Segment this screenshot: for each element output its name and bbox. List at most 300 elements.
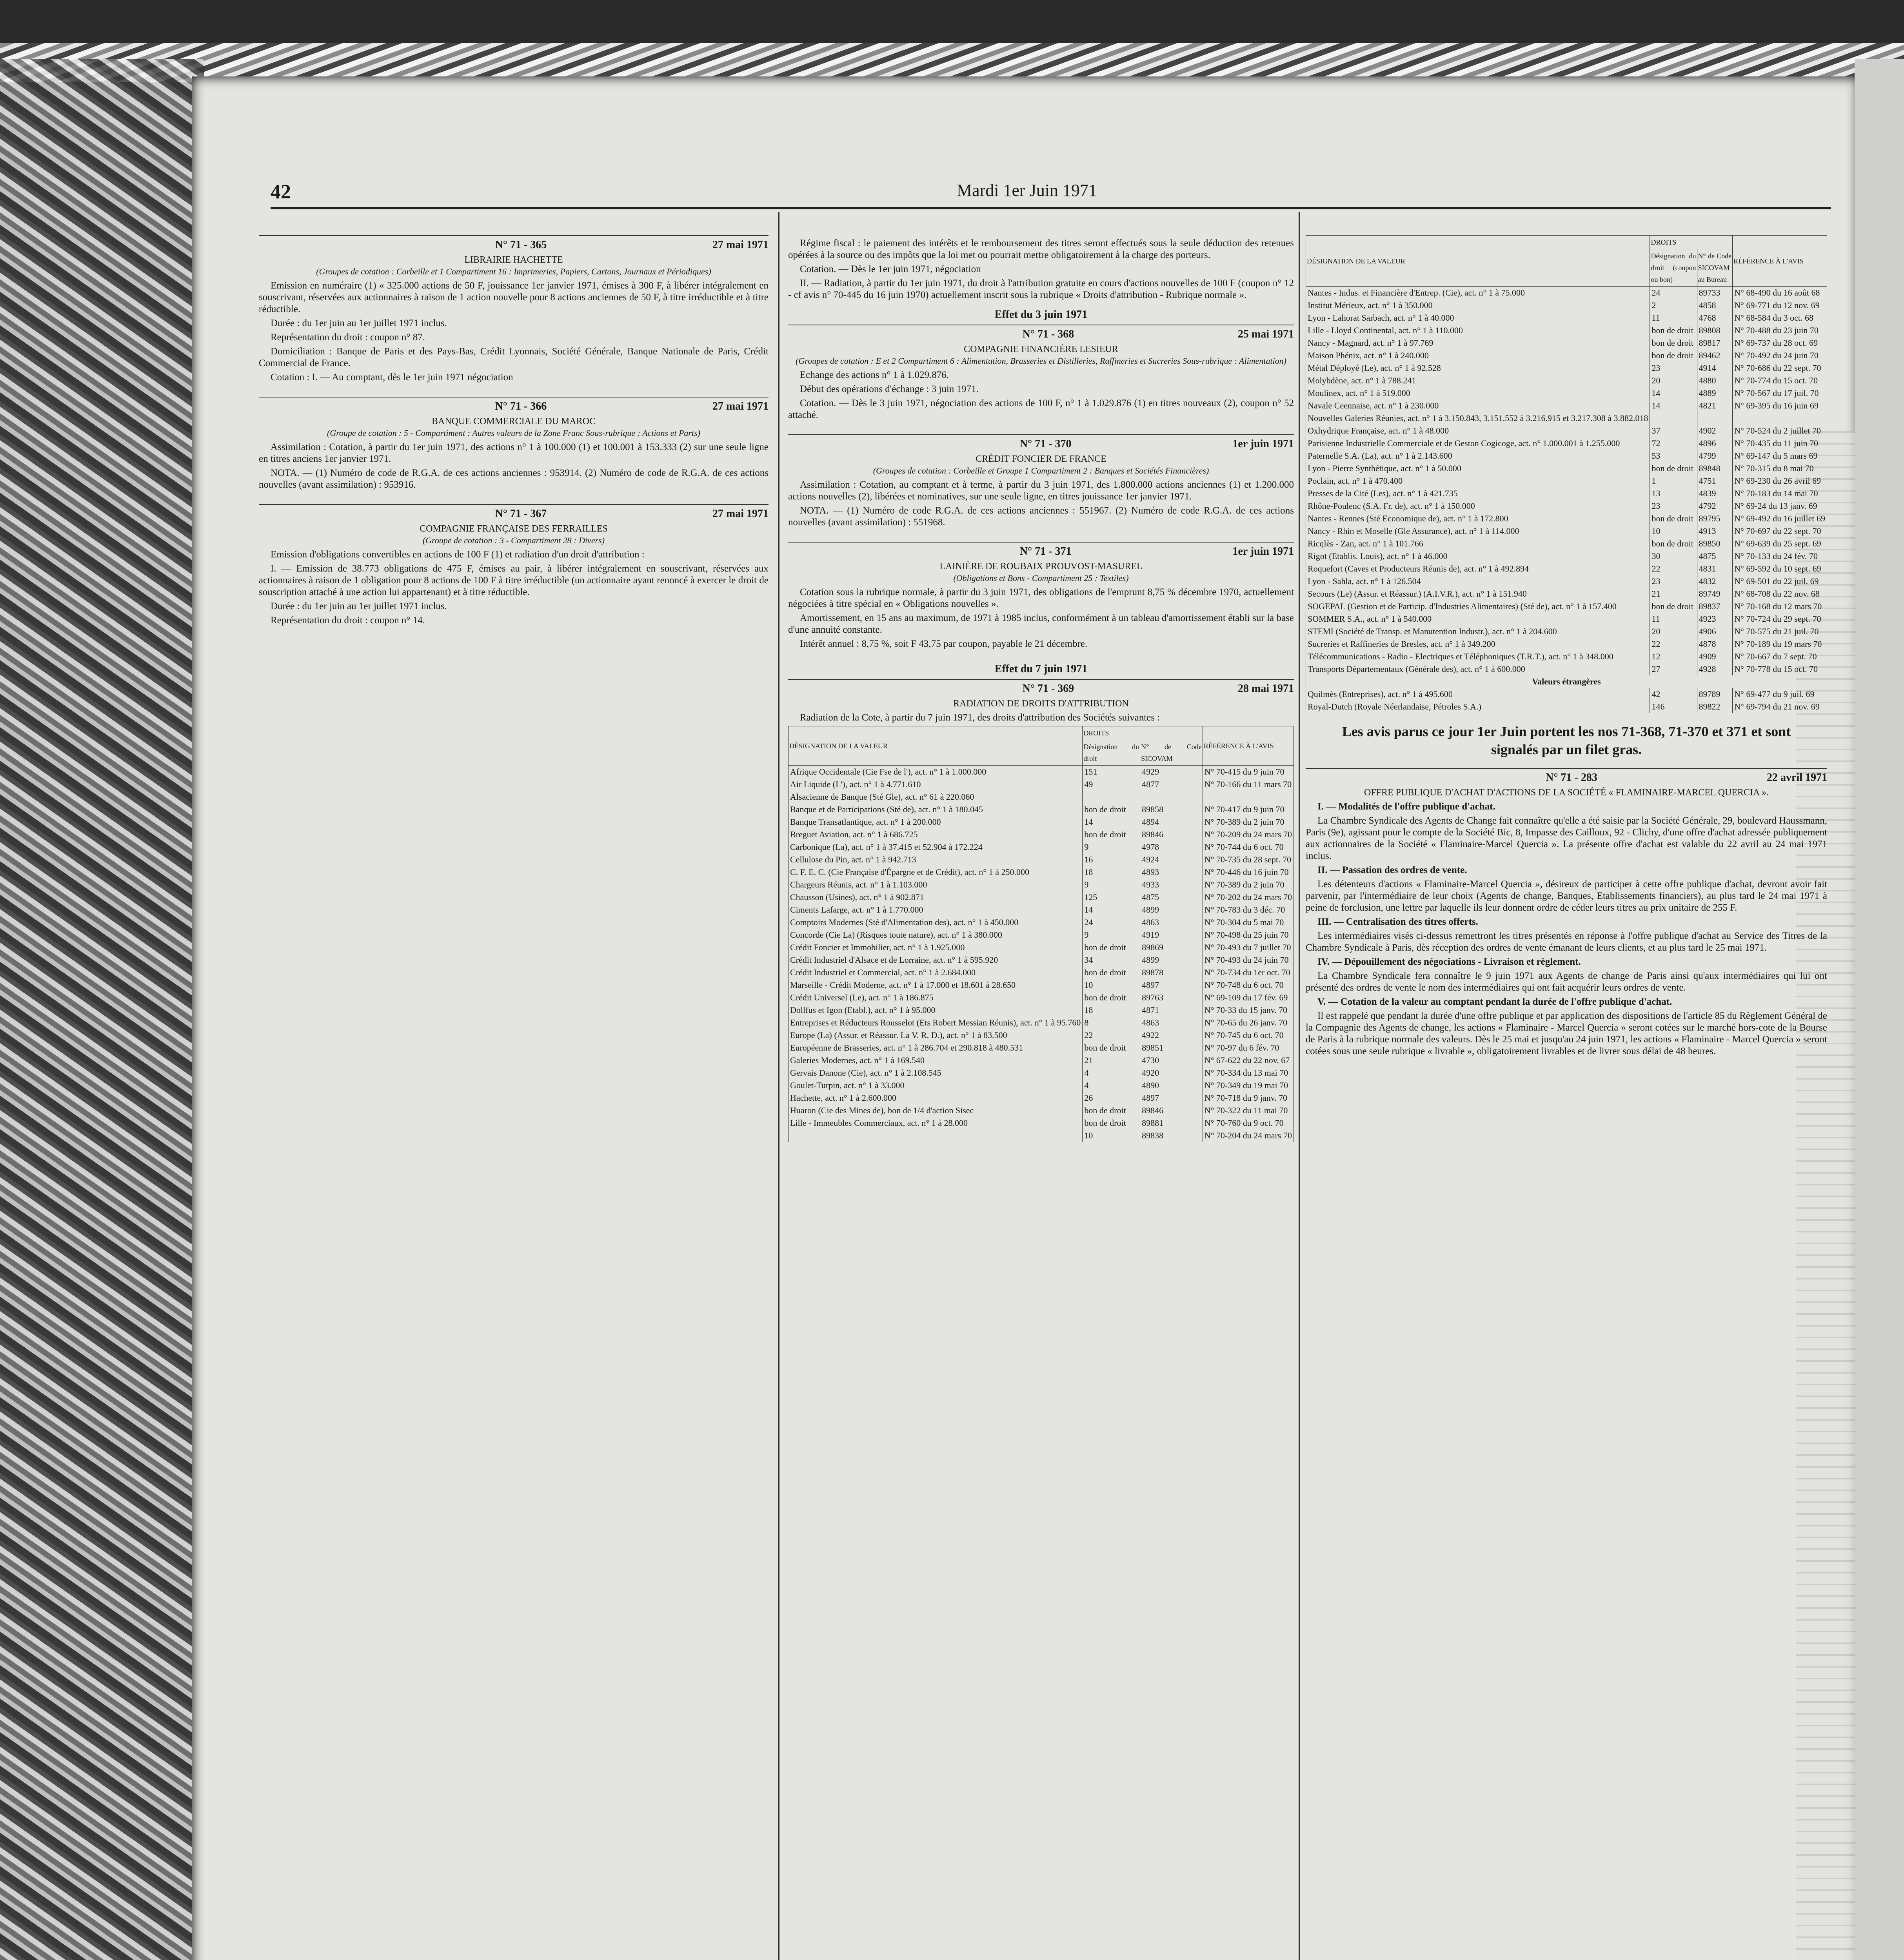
cell-designation: Crédit Universel (Le), act. n° 1 à 186.875	[788, 991, 1083, 1004]
cell-droit: 14	[1083, 816, 1140, 828]
cell-code: 4893	[1140, 866, 1203, 878]
cell-code: 4933	[1140, 878, 1203, 891]
th-droits: DROITS	[1083, 726, 1203, 740]
notice-intro: Radiation de la Cote, à partir du 7 juin 1971, des droits d'attribution des Sociétés suivantes :	[800, 712, 1160, 723]
table-row	[788, 941, 1294, 954]
cell-droit: 4	[1083, 1079, 1140, 1092]
cell-reference: N° 70-435 du 11 juin 70	[1733, 437, 1827, 450]
notice-number: N° 71 - 283	[1546, 771, 1597, 784]
cell-designation: Rhône-Poulenc (S.A. Fr. de), act. n° 1 à 150.000	[1306, 500, 1650, 512]
effet-heading-2: Effet du 7 juin 1971	[994, 663, 1088, 675]
cell-reference: N° 70-718 du 9 janv. 70	[1203, 1092, 1294, 1104]
cell-droit: 11	[1650, 613, 1697, 625]
cell-reference: N° 70-686 du 22 sept. 70	[1733, 362, 1827, 374]
cell-designation: Institut Mérieux, act. n° 1 à 350.000	[1306, 299, 1650, 312]
rights-table-continued	[1306, 235, 1827, 713]
cell-reference: N° 70-189 du 19 mars 70	[1733, 638, 1827, 650]
section-heading: I. — Modalités de l'offre publique d'achat.	[1317, 801, 1495, 812]
cell-code: 89749	[1697, 588, 1733, 600]
table-row	[1306, 412, 1827, 425]
cell-reference: N° 70-322 du 11 mai 70	[1203, 1104, 1294, 1117]
cell-designation: Nouvelles Galeries Réunies, act. n° 1 à 3.150.843, 3.151.552 à 3.216.915 et 3.217.308 à 3.882.018	[1306, 412, 1650, 425]
cell-code: 89808	[1697, 324, 1733, 337]
cell-reference: N° 70-33 du 15 janv. 70	[1203, 1004, 1294, 1016]
cell-code: 4875	[1140, 891, 1203, 904]
cell-reference: N° 70-667 du 7 sept. 70	[1733, 650, 1827, 663]
section-heading: IV. — Dépouillement des négociations - Livraison et règlement.	[1317, 956, 1581, 967]
cell-droit: bon de droit	[1083, 991, 1140, 1004]
cell-code: 4863	[1140, 916, 1203, 929]
notice-date: 22 avril 1971	[1767, 771, 1827, 784]
table-row	[788, 1104, 1294, 1117]
cell-droit: bon de droit	[1083, 828, 1140, 841]
cell-code: 4832	[1697, 575, 1733, 588]
table-row	[788, 878, 1294, 891]
cell-code: 4821	[1697, 399, 1733, 412]
table-row	[1306, 512, 1827, 525]
cell-reference: N° 70-493 du 7 juillet 70	[1203, 941, 1294, 954]
cell-droit: 9	[1083, 878, 1140, 891]
column-2	[788, 235, 1294, 1960]
notice-71-369	[788, 679, 1294, 1142]
cell-reference: N° 70-417 du 9 juin 70	[1203, 803, 1294, 816]
cell-code: 89789	[1697, 688, 1733, 701]
cell-reference: N° 70-168 du 12 mars 70	[1733, 600, 1827, 613]
notice-company: CRÉDIT FONCIER DE FRANCE	[976, 454, 1106, 464]
notice-number: N° 71 - 369	[1022, 682, 1074, 695]
th-reference: RÉFÉRENCE À L'AVIS	[1203, 726, 1294, 766]
cell-code: 4923	[1697, 613, 1733, 625]
cell-designation: Crédit Industriel et Commercial, act. n° 1 à 2.684.000	[788, 966, 1083, 979]
notice-number: N° 71 - 371	[1019, 545, 1072, 557]
notice-paragraph: Emission en numéraire (1) « 325.000 actions de 50 F, jouissance 1er janvier 1971, émises à 300 F, à libérer intégralement en souscrivant, réservées aux actionnaires à raison de 1 action nouvelle pour 8 actions anciennes de 50 F, à titre irréductible et à titre réductible.	[259, 280, 769, 314]
cell-designation: Quilmès (Entreprises), act. n° 1 à 495.600	[1306, 688, 1650, 701]
cell-reference: N° 70-493 du 24 juin 70	[1203, 954, 1294, 966]
section-heading: III. — Centralisation des titres offerts.	[1317, 916, 1478, 927]
cell-code: 4880	[1697, 374, 1733, 387]
column-rule-1	[778, 212, 779, 1960]
cell-droit: 42	[1650, 688, 1697, 701]
notice-71-371	[788, 542, 1294, 650]
cell-reference: N° 70-498 du 25 juin 70	[1203, 929, 1294, 941]
table-row	[1306, 613, 1827, 625]
cell-reference: N° 70-204 du 24 mars 70	[1203, 1129, 1294, 1142]
cell-droit: 1	[1650, 475, 1697, 487]
cell-designation: Sucreries et Raffineries de Bresles, act. n° 1 à 349.200	[1306, 638, 1650, 650]
table-row	[1306, 563, 1827, 575]
cell-designation: Marseille - Crédit Moderne, act. n° 1 à 17.000 et 18.601 à 28.650	[788, 979, 1083, 991]
cell-designation: Crédit Industriel d'Alsace et de Lorraine, act. n° 1 à 595.920	[788, 954, 1083, 966]
cell-code: 89878	[1140, 966, 1203, 979]
table-row	[788, 1092, 1294, 1104]
cell-code: 4914	[1697, 362, 1733, 374]
cell-code: 4878	[1697, 638, 1733, 650]
cell-droit: 18	[1083, 866, 1140, 878]
notice-date: 27 mai 1971	[712, 400, 769, 412]
cell-code: 4792	[1697, 500, 1733, 512]
table-row	[1306, 287, 1827, 299]
table-row	[788, 866, 1294, 878]
notice-paragraph: Représentation du droit : coupon n° 14.	[271, 615, 425, 626]
cell-droit: 18	[1083, 1004, 1140, 1016]
th-reference: RÉFÉRENCE À L'AVIS	[1733, 236, 1827, 287]
cell-code: 89822	[1697, 701, 1733, 713]
cell-code: 4922	[1140, 1029, 1203, 1042]
cell-designation: STEMI (Société de Transp. et Manutention Industr.), act. n° 1 à 204.600	[1306, 625, 1650, 638]
cell-droit: 53	[1650, 450, 1697, 462]
cell-designation: Comptoirs Modernes (Sté d'Alimentation des), act. n° 1 à 450.000	[788, 916, 1083, 929]
notice-header	[259, 504, 769, 520]
cell-designation: Cellulose du Pin, act. n° 1 à 942.713	[788, 853, 1083, 866]
cell-droit: 10	[1650, 525, 1697, 537]
notice-subtitle: (Groupe de cotation : 3 - Compartiment 28 : Divers)	[422, 535, 605, 545]
column-3	[1306, 235, 1827, 1960]
cell-reference: N° 70-389 du 2 juin 70	[1203, 816, 1294, 828]
cell-reference: N° 70-183 du 14 mai 70	[1733, 487, 1827, 500]
cell-droit: 9	[1083, 929, 1140, 941]
notice-company: OFFRE PUBLIQUE D'ACHAT D'ACTIONS DE LA SOCIÉTÉ « FLAMINAIRE-MARCEL QUERCIA ».	[1364, 788, 1769, 798]
cell-designation: Dollfus et Igon (Etabl.), act. n° 1 à 95.000	[788, 1004, 1083, 1016]
cell-code: 89838	[1140, 1129, 1203, 1142]
cell-reference: N° 69-501 du 22 juil. 69	[1733, 575, 1827, 588]
notice-company: RADIATION DE DROITS D'ATTRIBUTION	[953, 699, 1129, 709]
effet-heading-1: Effet du 3 juin 1971	[994, 309, 1088, 321]
cell-code	[1140, 791, 1203, 803]
table-row	[788, 816, 1294, 828]
cell-droit: 26	[1083, 1092, 1140, 1104]
table-row	[1306, 550, 1827, 563]
cell-droit: 34	[1083, 954, 1140, 966]
section-text: Il est rappelé que pendant la durée d'une offre publique et par application des dispositions de l'article 85 du Règlement Général de la Compagnie des Agents de change, les actions « Flaminaire - Marcel Quercia » seront cotées sur le marché hors-cote de la Bourse de Paris à la rubrique normale des valeurs. Dès le 25 mai et jusqu'au 24 juin 1971, les actions « Flaminaire - Marcel Quercia » seront cotées sous une seule rubrique « livrable », obligatoirement livrables et de livrer sous délai de 48 heures.	[1306, 1011, 1827, 1056]
table-row	[1306, 475, 1827, 487]
cell-code: 4896	[1697, 437, 1733, 450]
cell-reference: N° 70-65 du 26 janv. 70	[1203, 1016, 1294, 1029]
cell-code: 89837	[1697, 600, 1733, 613]
cell-droit: 16	[1083, 853, 1140, 866]
notice-paragraph: Régime fiscal : le paiement des intérêts et le remboursement des titres seront effectués sous la seule déduction des retenues opérées à la source ou des impôts que la loi met ou pourrait mettre obligatoirement à la charge des porteurs.	[788, 238, 1294, 260]
notice-paragraph: Intérêt annuel : 8,75 %, soit F 43,75 par coupon, payable le 21 décembre.	[800, 639, 1088, 649]
table-row	[1306, 575, 1827, 588]
notice-subtitle: (Groupes de cotation : Corbeille et 1 Compartiment 16 : Imprimeries, Papiers, Cartons, Journaux et Périodiques)	[316, 267, 711, 276]
cell-reference: N° 70-446 du 16 juin 70	[1203, 866, 1294, 878]
table-row	[1306, 638, 1827, 650]
table-row	[1306, 588, 1827, 600]
notice-date: 27 mai 1971	[712, 508, 769, 520]
section-row	[1306, 675, 1827, 688]
cell-reference: N° 70-133 du 24 fév. 70	[1733, 550, 1827, 563]
notice-company: COMPAGNIE FINANCIÈRE LESIEUR	[964, 344, 1118, 354]
cell-reference: N° 68-584 du 3 oct. 68	[1733, 312, 1827, 324]
notice-paragraph: Début des opérations d'échange : 3 juin 1971.	[800, 384, 979, 394]
cell-droit: 30	[1650, 550, 1697, 563]
cell-designation: Rigot (Etablis. Louis), act. n° 1 à 46.000	[1306, 550, 1650, 563]
cell-droit: 10	[1083, 979, 1140, 991]
cell-reference: N° 70-774 du 15 oct. 70	[1733, 374, 1827, 387]
cell-reference: N° 69-639 du 25 sept. 69	[1733, 537, 1827, 550]
notice-date: 28 mai 1971	[1237, 682, 1294, 695]
cell-code: 89733	[1697, 287, 1733, 299]
th-designation-droit: Désignation du droit	[1083, 740, 1140, 766]
cell-reference: N° 68-490 du 16 août 68	[1733, 287, 1827, 299]
table-row	[1306, 600, 1827, 613]
table-row	[1306, 374, 1827, 387]
table-row	[1306, 437, 1827, 450]
cell-designation: Nancy - Magnard, act. n° 1 à 97.769	[1306, 337, 1650, 349]
cell-designation: Alsacienne de Banque (Sté Gle), act. n° 61 à 220.060	[788, 791, 1083, 803]
notice-date: 1er juin 1971	[1232, 545, 1294, 557]
cell-reference: N° 69-592 du 10 sept. 69	[1733, 563, 1827, 575]
cell-code: 4863	[1140, 1016, 1203, 1029]
notice-date: 25 mai 1971	[1237, 328, 1294, 340]
notice-71-283	[1306, 768, 1827, 1057]
table-row	[788, 1042, 1294, 1054]
table-row	[788, 1067, 1294, 1079]
notice-header	[788, 679, 1294, 695]
cell-designation: Navale Ceennaise, act. n° 1 à 230.000	[1306, 399, 1650, 412]
cell-droit: 21	[1083, 1054, 1140, 1067]
notice-header	[788, 542, 1294, 557]
table-row	[788, 853, 1294, 866]
notice-company: LIBRAIRIE HACHETTE	[464, 255, 563, 265]
cell-reference: N° 70-97 du 6 fév. 70	[1203, 1042, 1294, 1054]
cell-code: 4906	[1697, 625, 1733, 638]
notice-paragraph: NOTA. — (1) Numéro de code R.G.A. de ces actions anciennes : 551967. (2) Numéro de code R.G.A. de ces actions nouvelles (avant assimilation) : 551968.	[788, 505, 1294, 528]
cell-designation: Télécommunications - Radio - Electriques et Téléphoniques (T.R.T.), act. n° 1 à 348.000	[1306, 650, 1650, 663]
cell-reference: N° 69-24 du 13 janv. 69	[1733, 500, 1827, 512]
cell-droit: 125	[1083, 891, 1140, 904]
notice-71-370	[788, 434, 1294, 528]
notice-paragraph: NOTA. — (1) Numéro de code de R.G.A. de ces actions anciennes : 953914. (2) Numéro de code de R.G.A. de ces actions nouvelles (avant assimilation) : 953916.	[259, 468, 769, 490]
cell-designation: Gervais Danone (Cie), act. n° 1 à 2.108.545	[788, 1067, 1083, 1079]
cell-code: 4871	[1140, 1004, 1203, 1016]
cell-designation: Lyon - Pierre Synthétique, act. n° 1 à 50.000	[1306, 462, 1650, 475]
table-row	[788, 778, 1294, 791]
cell-reference: N° 70-349 du 19 mai 70	[1203, 1079, 1294, 1092]
cell-reference: N° 70-760 du 9 oct. 70	[1203, 1117, 1294, 1129]
cell-code: 4919	[1140, 929, 1203, 941]
column-1	[259, 235, 769, 1960]
table-row	[1306, 324, 1827, 337]
cell-reference: N° 70-202 du 24 mars 70	[1203, 891, 1294, 904]
cell-droit: 151	[1083, 766, 1140, 779]
cell-designation: Goulet-Turpin, act. n° 1 à 33.000	[788, 1079, 1083, 1092]
cell-droit: 9	[1083, 841, 1140, 853]
cell-reference: N° 70-209 du 24 mars 70	[1203, 828, 1294, 841]
cell-code: 4924	[1140, 853, 1203, 866]
cell-designation	[788, 1129, 1083, 1142]
cell-code: 4928	[1697, 663, 1733, 675]
cell-designation: C. F. E. C. (Cie Française d'Épargne et de Crédit), act. n° 1 à 250.000	[788, 866, 1083, 878]
table-row	[788, 929, 1294, 941]
cell-droit: bon de droit	[1083, 1104, 1140, 1117]
notice-paragraph: Domiciliation : Banque de Paris et des Pays-Bas, Crédit Lyonnais, Société Générale, Banque Nationale de Paris, Crédit Commercial de France.	[259, 346, 769, 368]
cell-droit: 20	[1650, 374, 1697, 387]
notice-paragraph: Assimilation : Cotation, à partir du 1er juin 1971, des actions n° 1 à 100.000 (1) et 100.001 à 153.333 (2) sur une seule ligne en titres anciens 1er janvier 1971.	[259, 442, 769, 464]
notice-subtitle: (Groupes de cotation : Corbeille et Groupe 1 Compartiment 2 : Banques et Sociétés Financières)	[873, 466, 1209, 475]
table-row	[788, 916, 1294, 929]
cell-designation: Lyon - Lahorat Sarbach, act. n° 1 à 40.000	[1306, 312, 1650, 324]
cell-code: 4913	[1697, 525, 1733, 537]
cell-droit: 22	[1083, 1029, 1140, 1042]
notice	[259, 397, 769, 491]
page-date: Mardi 1er Juin 1971	[957, 181, 1097, 200]
notice-subtitle: (Obligations et Bons - Compartiment 25 : Textiles)	[953, 573, 1129, 583]
cell-reference: N° 69-395 du 16 juin 69	[1733, 399, 1827, 412]
cell-designation: Concorde (Cie La) (Risques toute nature), act. n° 1 à 380.000	[788, 929, 1083, 941]
notice-paragraph: Echange des actions n° 1 à 1.029.876.	[800, 370, 949, 380]
cell-designation: Lyon - Sahla, act. n° 1 à 126.504	[1306, 575, 1650, 588]
cell-reference: N° 70-724 du 29 sept. 70	[1733, 613, 1827, 625]
cell-reference: N° 70-415 du 9 juin 70	[1203, 766, 1294, 779]
cell-reference: N° 70-492 du 24 juin 70	[1733, 349, 1827, 362]
table-row	[788, 1029, 1294, 1042]
cell-droit: bon de droit	[1083, 966, 1140, 979]
cell-droit: bon de droit	[1083, 1117, 1140, 1129]
cell-code: 89846	[1140, 1104, 1203, 1117]
cell-designation: Chausson (Usines), act. n° 1 à 902.871	[788, 891, 1083, 904]
table-row	[788, 979, 1294, 991]
cell-designation: Afrique Occidentale (Cie Fse de l'), act. n° 1 à 1.000.000	[788, 766, 1083, 779]
table-row	[1306, 312, 1827, 324]
cell-designation: Européenne de Brasseries, act. n° 1 à 286.704 et 290.818 à 480.531	[788, 1042, 1083, 1054]
cell-droit: 23	[1650, 362, 1697, 374]
cell-code: 89846	[1140, 828, 1203, 841]
cell-designation: Lille - Lloyd Continental, act. n° 1 à 110.000	[1306, 324, 1650, 337]
cell-code: 89881	[1140, 1117, 1203, 1129]
table-row	[788, 1054, 1294, 1067]
notice-header	[259, 397, 769, 412]
cell-droit: 20	[1650, 625, 1697, 638]
cell-droit: 22	[1650, 563, 1697, 575]
cell-reference: N° 67-622 du 22 nov. 67	[1203, 1054, 1294, 1067]
notice	[259, 235, 769, 383]
table-row	[1306, 701, 1827, 713]
cell-droit: 8	[1083, 1016, 1140, 1029]
cell-designation: Transports Départementaux (Générale des), act. n° 1 à 600.000	[1306, 663, 1650, 675]
notice-header	[788, 434, 1294, 450]
cell-reference: N° 70-734 du 1er oct. 70	[1203, 966, 1294, 979]
cell-droit: 37	[1650, 425, 1697, 437]
notice-paragraph: Assimilation : Cotation, au comptant et à terme, à partir du 3 juin 1971, des 1.800.000 actions anciennes (1) et 1.200.000 actions nouvelles (2), libérées et nominatives, sur une seule ligne, en titres jouissance 1er janvier 1971.	[788, 479, 1294, 502]
cell-droit: 12	[1650, 650, 1697, 663]
section-text: La Chambre Syndicale des Agents de Change fait connaître qu'elle a été saisie par la Société Générale, 29, boulevard Haussmann, Paris (9e), agissant pour le compte de la Société Bic, 8, Impasse des Cailloux, 92 - Clichy, d'une offre d'achat adressée publiquement aux actionnaires de la Société « Flaminaire-Marcel Quercia ». La présente offre d'achat est valable du 22 avril au 24 mai 1971 inclus.	[1306, 815, 1827, 861]
cell-designation: Lille - Immeubles Commerciaux, act. n° 1 à 28.000	[788, 1117, 1083, 1129]
notice-paragraph: Amortissement, en 15 ans au maximum, de 1971 à 1985 inclus, conformément à un tableau d'amortissement établi sur la base d'une annuité constante.	[788, 613, 1294, 635]
cell-designation: Entreprises et Réducteurs Rousselot (Ets Robert Messian Réunis), act. n° 1 à 95.760	[788, 1016, 1083, 1029]
cell-designation: Galeries Modernes, act. n° 1 à 169.540	[788, 1054, 1083, 1067]
cell-designation: Paternelle S.A. (La), act. n° 1 à 2.143.600	[1306, 450, 1650, 462]
cell-code: 4909	[1697, 650, 1733, 663]
table-row	[788, 904, 1294, 916]
section-text: Les détenteurs d'actions « Flaminaire-Marcel Quercia », désireux de participer à cette offre publique d'achat, devront avoir fait parvenir, par l'intermédiaire de leur choix (Agents de change, Banques, Etablissements financiers), au plus tard le 24 mai 1971 à peine de forclusion, une lettre par laquelle ils leur donnent ordre de céder leurs titres au prix unitaire de 255 F.	[1306, 879, 1827, 913]
cell-code: 4897	[1140, 1092, 1203, 1104]
cell-droit: 2	[1650, 299, 1697, 312]
cell-code: 4897	[1140, 979, 1203, 991]
notice-date: 27 mai 1971	[712, 239, 769, 251]
cell-code: 89795	[1697, 512, 1733, 525]
cell-droit: 10	[1083, 1129, 1140, 1142]
cell-reference: N° 70-166 du 11 mars 70	[1203, 778, 1294, 791]
table-row	[1306, 525, 1827, 537]
th-designation-droit: Désignation du droit (coupon ou bon)	[1650, 249, 1697, 287]
cell-code: 4730	[1140, 1054, 1203, 1067]
cell-droit: 49	[1083, 778, 1140, 791]
table-row	[1306, 425, 1827, 437]
table-row	[788, 991, 1294, 1004]
cell-reference: N° 69-771 du 12 nov. 69	[1733, 299, 1827, 312]
facing-page-edge	[1855, 59, 1904, 1960]
cell-code: 4889	[1697, 387, 1733, 399]
cell-code: 89850	[1697, 537, 1733, 550]
notice-paragraph: Cotation sous la rubrique normale, à partir du 3 juin 1971, des obligations de l'emprunt 8,75 % décembre 1970, actuellement négociées à titre spécial en « Obligations nouvelles ».	[788, 587, 1294, 609]
table-row	[1306, 387, 1827, 399]
cell-code: 4978	[1140, 841, 1203, 853]
notice-date: 1er juin 1971	[1232, 438, 1294, 450]
cell-code: 4768	[1697, 312, 1733, 324]
notice-paragraph: Cotation. — Dès le 1er juin 1971, négociation	[800, 264, 981, 274]
cell-code: 4799	[1697, 450, 1733, 462]
cell-code: 4920	[1140, 1067, 1203, 1079]
table-row	[1306, 337, 1827, 349]
cell-reference: N° 70-575 du 21 juil. 70	[1733, 625, 1827, 638]
cell-droit: 146	[1650, 701, 1697, 713]
cell-code: 4890	[1140, 1079, 1203, 1092]
cell-reference: N° 68-708 du 22 nov. 68	[1733, 588, 1827, 600]
cell-designation: Nantes - Rennes (Sté Economique de), act. n° 1 à 172.800	[1306, 512, 1650, 525]
notice-header	[788, 325, 1294, 340]
marbled-binding-left	[0, 59, 204, 1960]
cell-designation: Ciments Lafarge, act. n° 1 à 1.770.000	[788, 904, 1083, 916]
page-header	[271, 180, 1831, 204]
cell-designation: Métal Déployé (Le), act. n° 1 à 92.528	[1306, 362, 1650, 374]
notice-paragraph: Durée : du 1er juin au 1er juillet 1971 inclus.	[271, 601, 447, 612]
cell-code: 4875	[1697, 550, 1733, 563]
cell-droit: 4	[1083, 1067, 1140, 1079]
cell-droit: bon de droit	[1650, 512, 1697, 525]
cell-reference: N° 70-783 du 3 déc. 70	[1203, 904, 1294, 916]
cell-code: 4894	[1140, 816, 1203, 828]
notice-paragraph: Représentation du droit : coupon n° 87.	[271, 332, 425, 343]
cell-reference: N° 69-477 du 9 juil. 69	[1733, 688, 1827, 701]
table-row	[1306, 450, 1827, 462]
notice-continuation	[788, 238, 1294, 301]
notice-company: COMPAGNIE FRANÇAISE DES FERRAILLES	[420, 524, 608, 534]
notice-subtitle: (Groupe de cotation : 5 - Compartiment : Autres valeurs de la Zone Franc Sous-rubrique : Actions et Parts)	[327, 428, 700, 438]
table-row	[788, 1129, 1294, 1142]
table-row	[1306, 650, 1827, 663]
cell-reference: N° 70-744 du 6 oct. 70	[1203, 841, 1294, 853]
cell-reference: N° 70-567 du 17 juil. 70	[1733, 387, 1827, 399]
section-heading: V. — Cotation de la valeur au comptant pendant la durée de l'offre publique d'achat.	[1317, 996, 1672, 1007]
cell-designation: Nancy - Rhin et Moselle (Gle Assurance), act. n° 1 à 114.000	[1306, 525, 1650, 537]
cell-droit: 24	[1083, 916, 1140, 929]
notice-number: N° 71 - 370	[1019, 438, 1072, 450]
section-title: Valeurs étrangères	[1306, 675, 1827, 688]
cell-reference: N° 69-230 du 26 avril 69	[1733, 475, 1827, 487]
notice-paragraph: Cotation : I. — Au comptant, dès le 1er juin 1971 négociation	[271, 372, 513, 383]
cell-droit: bon de droit	[1650, 324, 1697, 337]
column-rule-2	[1299, 212, 1300, 1960]
notice-71-368	[788, 325, 1294, 421]
table-row	[1306, 487, 1827, 500]
cell-designation: Nantes - Indus. et Financière d'Entrep. (Cie), act. n° 1 à 75.000	[1306, 287, 1650, 299]
cell-droit: 24	[1650, 287, 1697, 299]
table-row	[1306, 399, 1827, 412]
cell-droit: 11	[1650, 312, 1697, 324]
notice-header	[1306, 768, 1827, 784]
th-code: N° de Code SICOVAM	[1140, 740, 1203, 766]
cell-code: 4899	[1140, 904, 1203, 916]
